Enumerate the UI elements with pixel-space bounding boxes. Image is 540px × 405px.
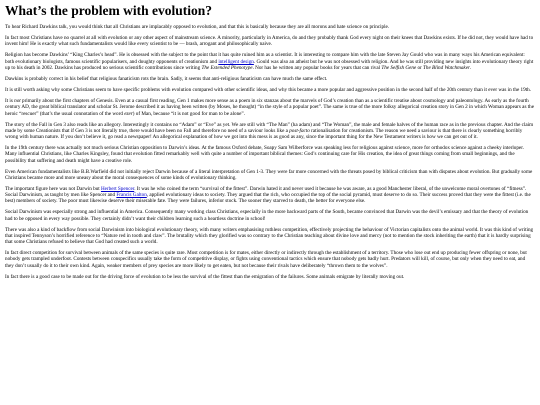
paragraph-text: In fact direct competition for survival between animals of the same species is quite rare. Most competition is for mates, either directly or indirectly through the establishment of a territory. Those who lose out end up producing fewer offspring or none, but nobody gets trampled underfoot. Contests between conspecifics usually take the form of competitive display, or fights using conventional tactics which ensure that nobody gets badly hurt. Predators will kill, of course, but only when they need to eat, and they don’t usually do it to their own kind. Again, weaker members of prey species are more likely to get eaten, but not because their rivals have deliberately “thrown them to the wolves”. bbox=[5, 250, 527, 269]
emphasized-text: post-facto bbox=[289, 127, 310, 134]
article-paragraph bbox=[5, 87, 535, 93]
paragraph-text: It is still worth asking why some Christians seem to have specific problems with evolution compared with other scientific ideas, and why this became a more popular and aggressive position in the second half of the 20th century than it ever was in the 19th. bbox=[5, 87, 531, 94]
paragraph-text: To hear Richard Dawkins talk, you would think that all Christians are implacably opposed to evolution, and that this is basically because they are all morons and hate science on principle. bbox=[5, 24, 390, 30]
article-paragraph bbox=[5, 186, 535, 204]
paragraph-text: Social Darwinism was especially strong and influential in America. Consequently many working class Christians, especially in the more backward parts of the South, became convinced that Darwin was the devil’s emissary and that the theory of evolution had to be opposed in every way possible. They certainly didn’t want their children learning such a heartless doctrine in school! bbox=[5, 209, 529, 222]
article-paragraph bbox=[5, 98, 535, 116]
article-paragraph bbox=[5, 209, 535, 221]
article-paragraph bbox=[5, 35, 535, 47]
emphasized-text: The Extended Phenotype bbox=[201, 64, 253, 71]
article-paragraph bbox=[5, 145, 535, 163]
paragraph-text: Religion has become Dawkins’ “King Charles’s head”. He is obsessed with the subject to the point that it has quite ruined him as a scientist. It is interesting to compare him with the late Steven Jay Gould who was in many ways his American equivalent: both evolutionary biologists, famous scientific popularisers, and doughty opponents of creationism and bbox=[5, 52, 525, 65]
paragraph-text: . bbox=[469, 64, 472, 71]
article-body bbox=[5, 24, 535, 280]
paragraph-text: In fact there is a good case to be made out for the driving force of evolution to be less the survival of the fittest than the emigration of the failures. Some animals emigrate by literally moving out. bbox=[5, 273, 405, 280]
article-paragraph bbox=[5, 169, 535, 181]
paragraph-text: In fact most Christians have no quarrel at all with evolution or any other aspect of mainstream science. A minority, particularly in America, do and they probably thank God every night on their knees that Dawkins exists. If he did not, they would have had to invent him! He is exactly what such fundamentalists would like every scientist to be — brash, arrogant and philosophically naive. bbox=[5, 35, 534, 48]
article-paragraph bbox=[5, 227, 535, 245]
paragraph-text: or bbox=[416, 64, 424, 71]
paragraph-text: Dawkins is probably correct in his belief that religious fanaticism rots the brain. Sadly, it seems that anti-religious fanaticism can have much the same effect. bbox=[5, 75, 328, 82]
page-title: What’s the problem with evolution? bbox=[5, 3, 213, 18]
article-paragraph bbox=[5, 76, 535, 82]
inline-link[interactable]: Francis Galton bbox=[116, 192, 147, 199]
paragraph-text: The story of the Fall in Gen 3 also reads like an allegory. Interestingly it contains no “Adam” or “Eve” as yet. We are still with “The Man” (ha adam) and “The Woman”, the male and female halves of the human race as in the previous chapter. And the claim made by some Creationists that if Gen 3 is not literally true, there would have been no Fall and therefore no need of a saviour looks like a bbox=[5, 121, 534, 134]
paragraph-text: It is bbox=[5, 98, 15, 105]
article-paragraph bbox=[5, 250, 535, 268]
paragraph-text: . Nor has he written any popular books for years that can rival bbox=[252, 64, 382, 71]
paragraph-text: . Gould was also an atheist but he was not obsessed with religion. And he was still providing new insights into evolutionary theory right up to his death in 2002. Dawkins has produced no serious scientific contributions since writing bbox=[5, 58, 534, 71]
paragraph-text: . It was he who coined the term “survival of the fittest”. Darwin hated it and never used it because he was aware, as a good Manchester liberal, of the unwelcome moral overtones of “fitness”. Social Darwinism, as taught by men like Spencer and bbox=[5, 185, 527, 199]
paragraph-text: , applied evolutionary ideas to society. They argued that the rich, who occupied the top of the social pyramid, must deserve to do so. Their success proved that they were the fittest (i.e. the best) members of society. The poor must likewise deserve their miserable fate. They were failures, inferior stock. The sooner they starved to death, the better for everyone else. bbox=[5, 192, 531, 205]
article-paragraph bbox=[5, 24, 535, 30]
inline-link[interactable]: Herbert Spencer bbox=[100, 185, 135, 192]
paragraph-text: Even American fundamentalists like B.B.Warfield did not initially reject Darwin because of a literal interpretation of Gen 1-3. They were far more concerned with the threats posed by biblical criticism than with disputes about evolution. But gradually some Christians became more and more uneasy about the moral consequences of some kinds of evolutionary thinking. bbox=[5, 168, 533, 181]
article-paragraph bbox=[5, 122, 535, 140]
paragraph-text: The important figure here was not Darwin but bbox=[5, 185, 101, 192]
paragraph-text: primarily about the first chapters of Genesis. Even at a casual first reading, Gen 1 makes more sense as a poem in six stanzas about the marvels of God’s creation than as a scientific treatise about cosmology and paleontology. As early as the fourth century AD, the great biblical translator and scholar St. Jerome described it as having been written (by Moses, he thought) “in the style of a popular poet”. The same is true of the more folksy allegorical creation story in Gen 2 in which Woman appears as the heroic “rescuer” (that’s the usual connotation of the word bbox=[5, 98, 535, 117]
emphasized-text: The Blind Watchmaker bbox=[423, 64, 470, 71]
article-paragraph bbox=[5, 274, 535, 280]
paragraph-text: In the 19th century there was actually not much serious Christian opposition to Darwin’s ideas. At the famous Oxford debate, Soapy Sam Wilberforce was speaking less for religious against science, more for orthodox science against a cheeky interloper. Many influential Christians, like Charles Kingsley, found that evolution fitted remarkably well with quite a number of important biblical themes: God’s continuing care for His creation, the idea of great things coming from small beginnings, and the possibility that suffering and death might have a creative role. bbox=[5, 145, 524, 164]
paragraph-text: There was also a kind of backflow from social Darwinism into biological evolutionary theory, with many writers emphasising ruthless competition, effectively projecting the behaviour of Victorian capitalists onto the animal world. It was this kind of writing that inspired Tennyson’s horrified reference to “Nature red in tooth and claw”. The brutality which they glorified was so contrary to the Christian teaching about divine love and mercy (not to mention the stock inheriting the earth) that it is hardly surprising that some Christians refused to believe that God had created such a world. bbox=[5, 226, 534, 246]
emphasized-text: not bbox=[14, 98, 21, 105]
article-paragraph bbox=[5, 52, 535, 70]
emphasized-text: ezer bbox=[124, 110, 133, 117]
inline-link[interactable]: intelligent design bbox=[218, 58, 254, 65]
paragraph-text: rationalisation for creationism. The reason we need a saviour is that there is clearly something horribly wrong with human nature. If you don’t believe it, go read a newspaper! An allegorical explanation of how we got into this mess is as good as any, since the important thing for the New Testament writers is how we can get out of it. bbox=[5, 127, 523, 141]
emphasized-text: The Selfish Gene bbox=[381, 64, 417, 71]
paragraph-text: ) of Man, because “it is not good for man to be alone”. bbox=[132, 110, 245, 117]
